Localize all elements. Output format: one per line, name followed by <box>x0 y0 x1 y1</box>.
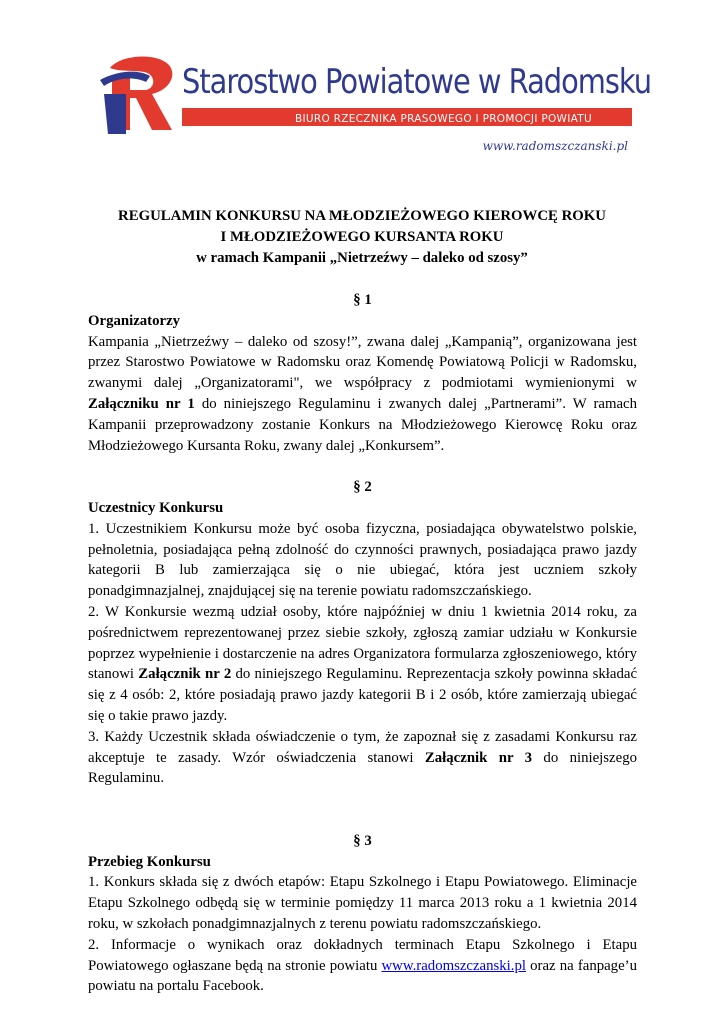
website-label[interactable]: www.radomszczanski.pl <box>482 139 628 153</box>
section-2-paragraph-1: 1. Uczestnikiem Konkursu może być osoba fizyczna, posiadająca obywatelstwo polskie, pełnoletnia, posiadająca pełną zdolność do czynności prawnych, posiadająca prawo jazdy kategorii B lub zamierzająca się o nie ubiegać, która jest uczniem szkoły ponadgimnazjalnej, znajdującej się na terenie powiatu radomszczańskiego. <box>88 520 637 600</box>
website-link[interactable]: www.radomszczanski.pl <box>381 957 527 974</box>
section-3-number: § 3 <box>353 832 372 849</box>
section-1-number: § 1 <box>353 292 372 308</box>
title-line-3: w ramach Kampanii „Nietrzeźwy – daleko od szosy” <box>196 249 528 266</box>
letterhead <box>100 50 652 160</box>
document-body <box>88 290 637 997</box>
office-name: BIURO RZECZNIKA PRASOWEGO I PROMOCJI POWIATU <box>294 113 592 125</box>
section-3-heading: Przebieg Konkursu <box>88 853 211 870</box>
section-3-paragraph-2: 2. Informacje o wynikach oraz dokładnych terminach Etapu Szkolnego i Etapu Powiatowego ogłaszane będą na stronie powiatu www.radomszczanski.pl oraz na fanpage’u powiatu na portalu Facebook. <box>88 936 637 995</box>
org-name: Starostwo Powiatowe w Radomsku <box>182 62 652 102</box>
section-1-heading: Organizatorzy <box>88 312 181 329</box>
title-line-2: I MŁODZIEŻOWEGO KURSANTA ROKU <box>220 228 504 245</box>
section-2-number: § 2 <box>353 479 372 496</box>
section-2-paragraph-2: 2. W Konkursie wezmą udział osoby, które najpóźniej w dniu 1 kwietnia 2014 roku, za pośrednictwem reprezentowanej przez siebie szkoły, zgłoszą zamiar udziału w Konkursie poprzez wypełnienie i dostarczenie na adres Organizatora formularza zgłoszeniowego, który stanowi Załącznik nr 2 do niniejszego Regulaminu. Reprezentacja szkoły powinna składać się z 4 osób: 2, które posiadają prawo jazdy kategorii B i 2 osób, które zamierzają ubiegać się o takie prawo jazdy. <box>88 603 638 724</box>
title-line-1: REGULAMIN KONKURSU NA MŁODZIEŻOWEGO KIEROWCĘ ROKU <box>118 208 606 224</box>
document-title <box>0 206 724 268</box>
starostwo-logo-icon <box>100 50 180 140</box>
section-3-paragraph-1: 1. Konkurs składa się z dwóch etapów: Etapu Szkolnego i Etapu Powiatowego. Eliminacje Etapu Szkolnego odbędą się w terminie pomiędzy 11 marca 2013 roku a 1 kwietnia 2014 roku, w szkołach ponadgimnazjalnych z terenu powiatu radomszczańskiego. <box>88 874 637 932</box>
office-band <box>182 108 632 126</box>
section-1-paragraph: Kampania „Nietrzeźwy – daleko od szosy!”, zwana dalej „Kampanią”, organizowana jest przez Starostwo Powiatowe w Radomsku oraz Komendę Powiatową Policji w Radomsku, zwanymi dalej „Organizatorami", we współpracy z podmiotami wymienionymi w Załączniku nr 1 do niniejszego Regulaminu i zwanych dalej „Partnerami”. W ramach Kampanii przeprowadzony zostanie Konkurs na Młodzieżowego Kierowcę Roku oraz Młodzieżowego Kursanta Roku, zwany dalej „Konkursem”. <box>88 333 637 454</box>
section-2-paragraph-3: 3. Każdy Uczestnik składa oświadczenie o tym, że zapoznał się z zasadami Konkursu raz akceptuje te zasady. Wzór oświadczenia stanowi Załącznik nr 3 do niniejszego Regulaminu. <box>88 728 637 787</box>
section-2-heading: Uczestnicy Konkursu <box>88 499 224 516</box>
